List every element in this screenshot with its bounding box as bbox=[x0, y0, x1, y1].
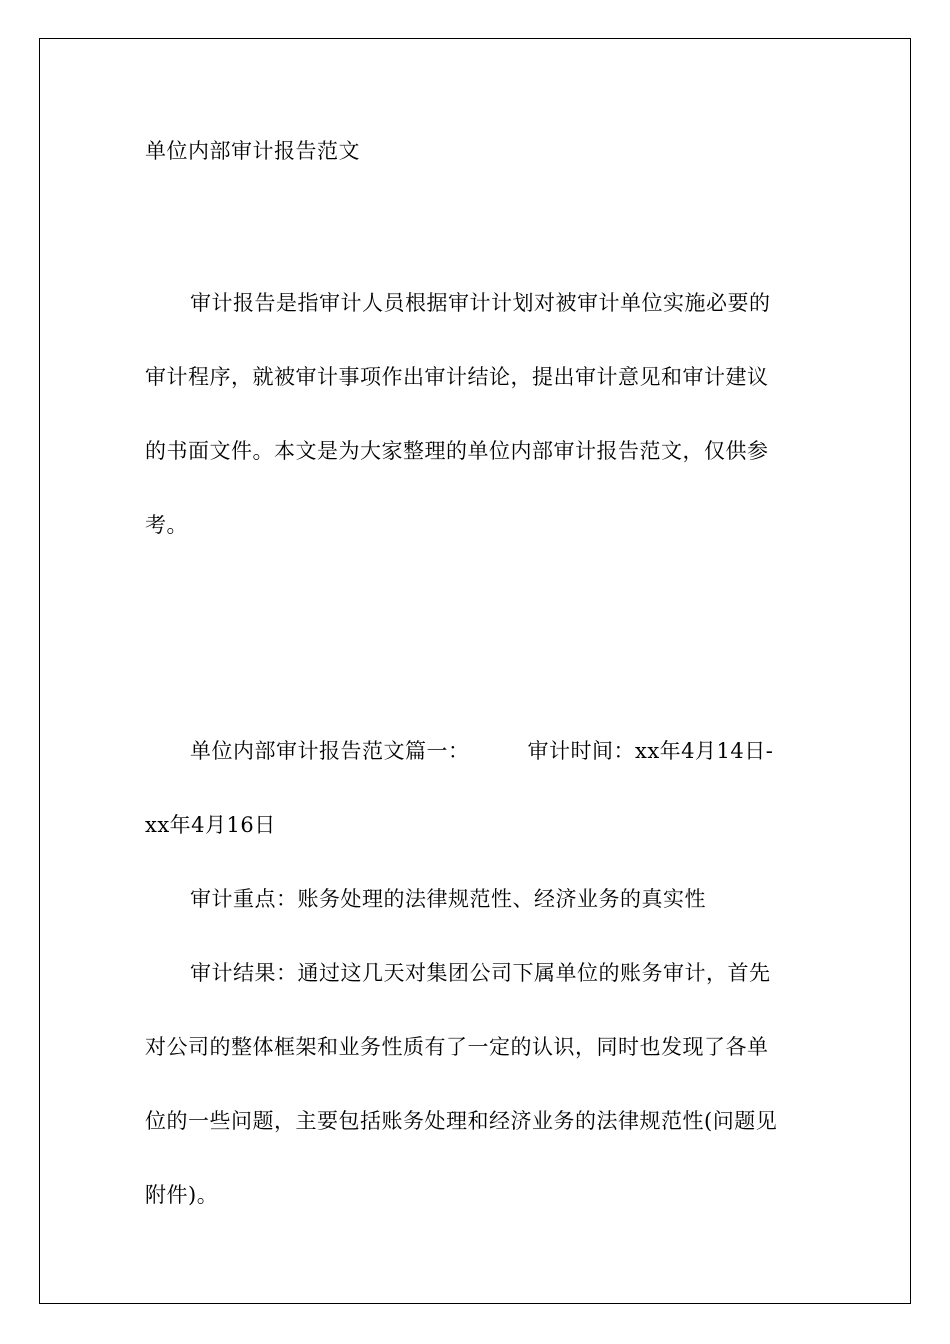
document-title: 单位内部审计报告范文 bbox=[145, 139, 360, 163]
section-heading-row bbox=[190, 737, 773, 765]
audit-focus: 审计重点：账务处理的法律规范性、经济业务的真实性 bbox=[190, 887, 706, 911]
audit-time: 审计时间：xx年4月14日- bbox=[527, 739, 774, 763]
result-line-1: 审计结果：通过这几天对集团公司下属单位的账务审计，首先 bbox=[190, 961, 771, 985]
intro-line-1: 审计报告是指审计人员根据审计计划对被审计单位实施必要的 bbox=[190, 291, 771, 315]
result-line-4: 附件)。 bbox=[145, 1183, 219, 1207]
audit-time-continued: xx年4月16日 bbox=[145, 813, 276, 837]
section-heading: 单位内部审计报告范文篇一： bbox=[190, 739, 470, 763]
intro-line-4: 考。 bbox=[145, 513, 188, 537]
intro-line-3: 的书面文件。本文是为大家整理的单位内部审计报告范文，仅供参 bbox=[145, 439, 769, 463]
result-line-2: 对公司的整体框架和业务性质有了一定的认识，同时也发现了各单 bbox=[145, 1035, 769, 1059]
result-line-3: 位的一些问题，主要包括账务处理和经济业务的法律规范性(问题见 bbox=[145, 1109, 778, 1133]
intro-line-2: 审计程序，就被审计事项作出审计结论，提出审计意见和审计建议 bbox=[145, 365, 769, 389]
